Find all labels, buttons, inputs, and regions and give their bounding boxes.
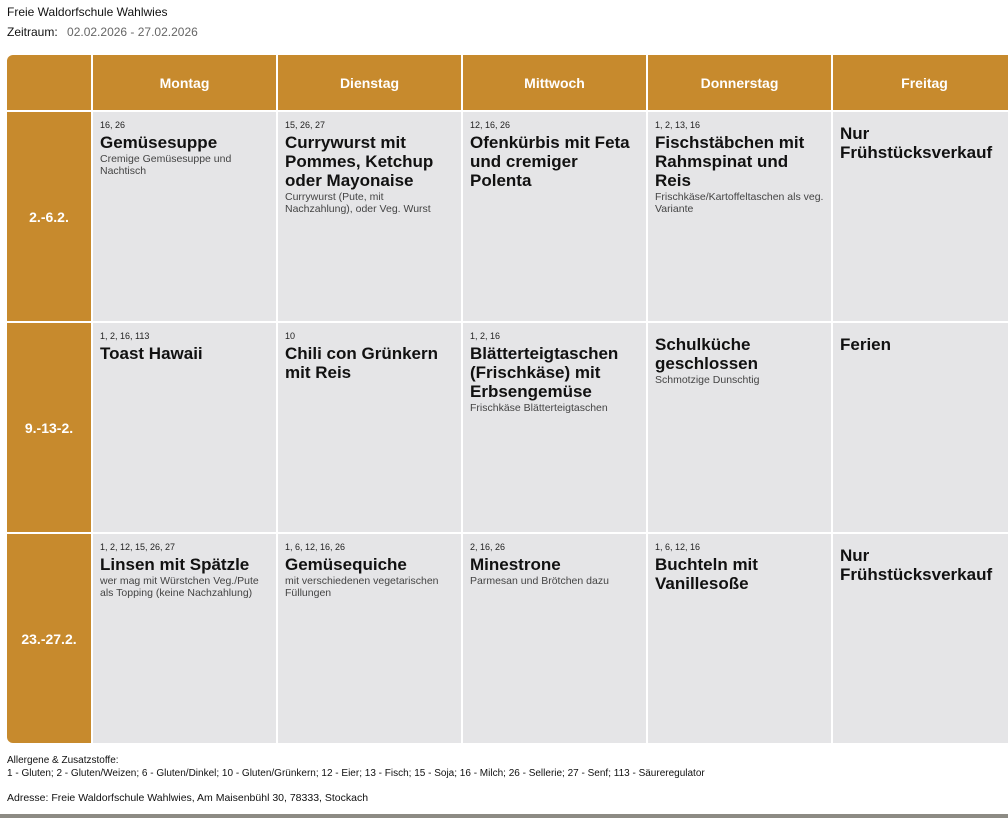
meal-allergens: 12, 16, 26 bbox=[470, 120, 511, 130]
meal-description: Currywurst (Pute, mit Nachzahlung), oder Veg. Wurst bbox=[285, 191, 431, 215]
meal-cell bbox=[463, 112, 646, 321]
period-value: 02.02.2026 - 27.02.2026 bbox=[67, 25, 198, 39]
meal-description: mit verschiedenen vegetarischen Füllungen bbox=[285, 575, 439, 599]
meal-cell bbox=[833, 112, 1008, 321]
week-label: 2.-6.2. bbox=[7, 112, 91, 321]
header-day-friday: Freitag bbox=[833, 55, 1008, 110]
meal-description: wer mag mit Würstchen Veg./Pute als Topping (keine Nachzahlung) bbox=[100, 575, 259, 599]
meal-cell bbox=[648, 112, 831, 321]
meal-dish: Schulküche geschlossen bbox=[655, 335, 758, 373]
meal-description: Parmesan und Brötchen dazu bbox=[470, 575, 609, 587]
meal-plan-table bbox=[7, 55, 1008, 740]
meal-dish: Ofenkürbis mit Feta und cremiger Polenta bbox=[470, 133, 630, 190]
meal-allergens: 15, 26, 27 bbox=[285, 120, 326, 130]
meal-allergens: 2, 16, 26 bbox=[470, 542, 506, 552]
meal-cell bbox=[648, 323, 831, 532]
legend-title: Allergene & Zusatzstoffe: bbox=[7, 755, 119, 766]
meal-allergens: 10 bbox=[285, 331, 296, 341]
header-day-tuesday: Dienstag bbox=[278, 55, 461, 110]
meal-dish: Nur Frühstücksverkauf bbox=[840, 546, 993, 584]
meal-cell bbox=[93, 112, 276, 321]
meal-cell bbox=[463, 323, 646, 532]
meal-dish: Toast Hawaii bbox=[100, 344, 203, 363]
period-label: Zeitraum: bbox=[7, 25, 58, 39]
meal-allergens: 1, 6, 12, 16 bbox=[655, 542, 701, 552]
period bbox=[7, 25, 198, 39]
school-name: Freie Waldorfschule Wahlwies bbox=[7, 5, 168, 19]
meal-allergens: 1, 6, 12, 16, 26 bbox=[285, 542, 346, 552]
meal-cell bbox=[833, 323, 1008, 532]
meal-cell bbox=[463, 534, 646, 743]
meal-cell bbox=[93, 534, 276, 743]
meal-dish: Ferien bbox=[840, 335, 892, 354]
meal-dish: Blätterteigtaschen (Frischkäse) mit Erbsengemüse bbox=[470, 344, 619, 401]
meal-dish: Chili con Grünkern mit Reis bbox=[285, 344, 439, 382]
meal-allergens: 1, 2, 16 bbox=[470, 331, 501, 341]
meal-description: Frischkäse Blätterteigtaschen bbox=[470, 402, 608, 414]
meal-dish: Gemüsequiche bbox=[285, 555, 407, 574]
meal-dish: Buchteln mit Vanillesoße bbox=[655, 555, 758, 593]
week-label: 9.-13-2. bbox=[7, 323, 91, 532]
meal-description: Schmotzige Dunschtig bbox=[655, 374, 760, 386]
bottom-divider bbox=[0, 814, 1008, 818]
header-corner bbox=[7, 55, 91, 110]
meal-description: Frischkäse/Kartoffeltaschen als veg. Variante bbox=[655, 191, 824, 215]
meal-cell bbox=[833, 534, 1008, 743]
meal-dish: Minestrone bbox=[470, 555, 561, 574]
meal-allergens: 16, 26 bbox=[100, 120, 126, 130]
meal-dish: Fischstäbchen mit Rahmspinat und Reis bbox=[655, 133, 805, 190]
meal-allergens: 1, 2, 16, 113 bbox=[100, 331, 150, 341]
meal-allergens: 1, 2, 12, 15, 26, 27 bbox=[100, 542, 176, 552]
header-day-monday: Montag bbox=[93, 55, 276, 110]
meal-allergens: 1, 2, 13, 16 bbox=[655, 120, 701, 130]
meal-description: Cremige Gemüsesuppe und Nachtisch bbox=[100, 153, 232, 177]
header-day-wednesday: Mittwoch bbox=[463, 55, 646, 110]
meal-dish: Linsen mit Spätzle bbox=[100, 555, 250, 574]
meal-cell bbox=[278, 534, 461, 743]
meal-dish: Gemüsesuppe bbox=[100, 133, 218, 152]
week-label: 23.-27.2. bbox=[7, 534, 91, 743]
meal-cell bbox=[278, 323, 461, 532]
legend-text: 1 - Gluten; 2 - Gluten/Weizen; 6 - Gluten/Dinkel; 10 - Gluten/Grünkern; 12 - Eier; 13 - Fisch; 15 - Soja; 16 - Milch; 26 - Sellerie; 27 - Senf; 113 - Säureregulator bbox=[7, 768, 705, 779]
header-day-thursday: Donnerstag bbox=[648, 55, 831, 110]
meal-dish: Currywurst mit Pommes, Ketchup oder Mayonaise bbox=[285, 133, 434, 190]
address: Adresse: Freie Waldorfschule Wahlwies, Am Maisenbühl 30, 78333, Stockach bbox=[7, 792, 369, 804]
meal-cell bbox=[278, 112, 461, 321]
meal-cell bbox=[93, 323, 276, 532]
meal-dish: Nur Frühstücksverkauf bbox=[840, 124, 993, 162]
meal-cell bbox=[648, 534, 831, 743]
